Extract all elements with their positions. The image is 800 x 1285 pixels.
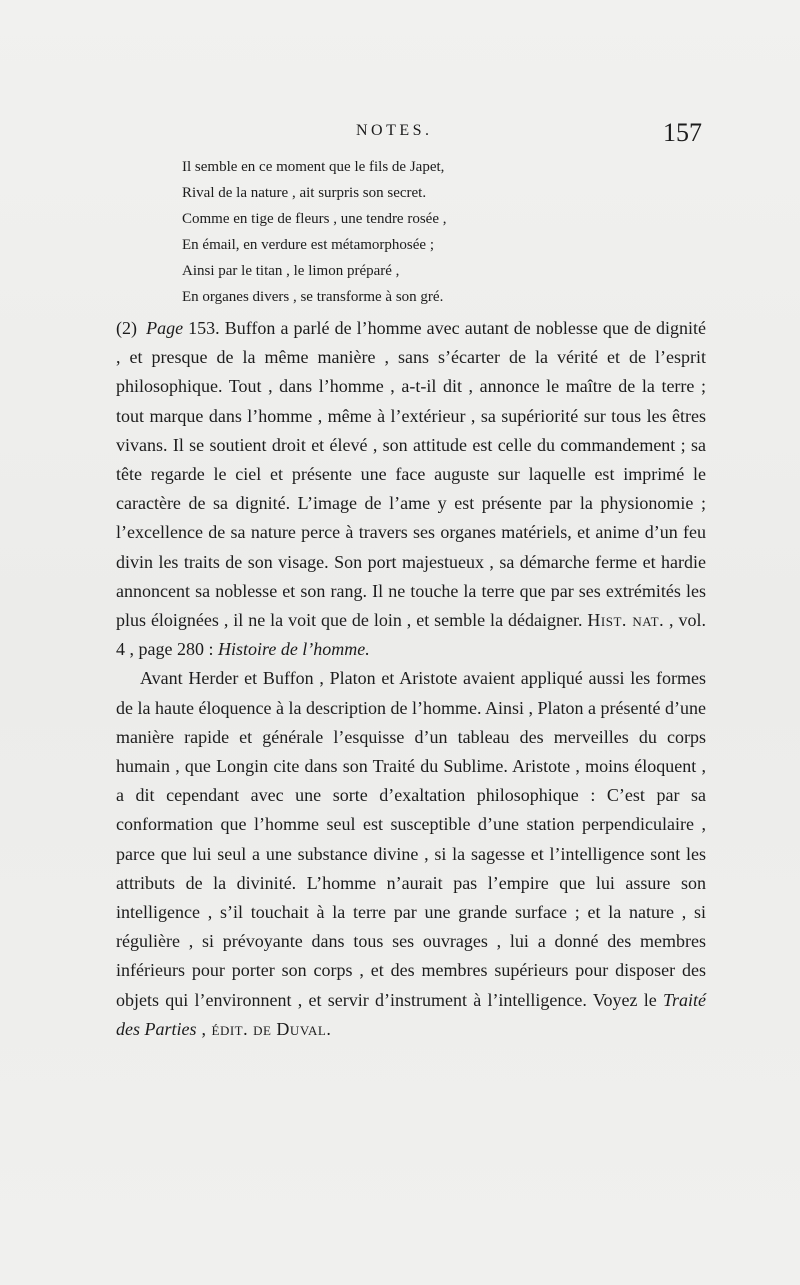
running-head (0, 118, 800, 148)
verse-line: Ainsi par le titan , le limon préparé , (182, 263, 400, 279)
page-number: 157 (663, 118, 702, 147)
verse-line: En émail, en verdure est métamorphosée ; (182, 237, 434, 253)
verse-line: Rival de la nature , ait surpris son secret. (182, 185, 427, 201)
paragraph-text: Avant Herder et Buffon , Platon et Aristote avaient appliqué aussi les formes de la haute éloquence à la description de l’homme. Ainsi , Platon a présenté d’une manière rapide et générale l’esquisse d’un tableau des merveilles du corps humain , que Longin cite dans son Traité du Sublime. Aristote , moins éloquent , a dit cependant avec une sorte d’exaltation philosophique : C’est par sa conformation que l’homme seul est susceptible d’une station perpendiculaire , parce que lui seul a une substance divine , si la sagesse et l’intelligence sont les attributs de la divinité. L’homme n’aurait pas l’empire que lui assure son intelligence , s’il touchait à la terre par une grande surface ; et la nature , si régulière , si prévoyante dans tous ses ouvrages , lui a donné des membres inférieurs pour porter son corps , et des membres supérieurs pour disposer des objets qui l’environnent , et servir d’instrument à l’intelligence. (116, 668, 706, 1010)
note-page-number: 153. (188, 318, 220, 338)
note-2-paragraph (116, 314, 706, 664)
verse-line: Il semble en ce moment que le fils de Japet, (182, 159, 445, 175)
citation-prefix: Voyez le (586, 989, 663, 1010)
note-2-text: Buffon a parlé de l’homme avec autant de noblesse que de dignité , et presque de la même manière , sans s’écarter de la vérité et de l’esprit philosophique. Tout , dans l’homme , a-t-il dit , annonce le maître de la terre ; tout marque dans l’homme , même à l’extérieur , sa supériorité sur tous les êtres vivans. Il se soutient droit et élevé , son attitude est celle du commandement ; sa tête regarde le ciel et présente une face auguste sur laquelle est imprimé le caractère de sa dignité. L’image de l’ame y est présente par la physionomie ; l’excellence de sa nature perce à travers ses organes matériels, et anime d’un feu divin les traits de son visage. Son port majestueux , sa démarche ferme et hardie annoncent sa noblesse et son rang. Il ne touche la terre que par ses extrémités les plus éloignées , il ne la voit que de loin , et semble la dédaigner. (116, 318, 707, 631)
citation-work-title: Traité des Parties (116, 989, 707, 1039)
note-page-label: Page (146, 318, 184, 338)
citation-volume-page: , vol. 4 , page 280 : (116, 610, 706, 660)
citation-title: Histoire de l’homme. (217, 639, 370, 660)
citation-source: Hist. nat. (587, 610, 665, 631)
citation-edition: , édit. de Duval. (196, 1018, 332, 1039)
running-head-title: NOTES. (356, 122, 433, 139)
verse-line: Comme en tige de fleurs , une tendre rosée , (182, 211, 447, 227)
notes-body (116, 314, 706, 1044)
verse-line: En organes divers , se transforme à son gré. (182, 289, 444, 305)
note-number: (2) (116, 318, 137, 338)
verse-quotation (182, 154, 447, 310)
herder-buffon-paragraph (116, 664, 706, 1044)
